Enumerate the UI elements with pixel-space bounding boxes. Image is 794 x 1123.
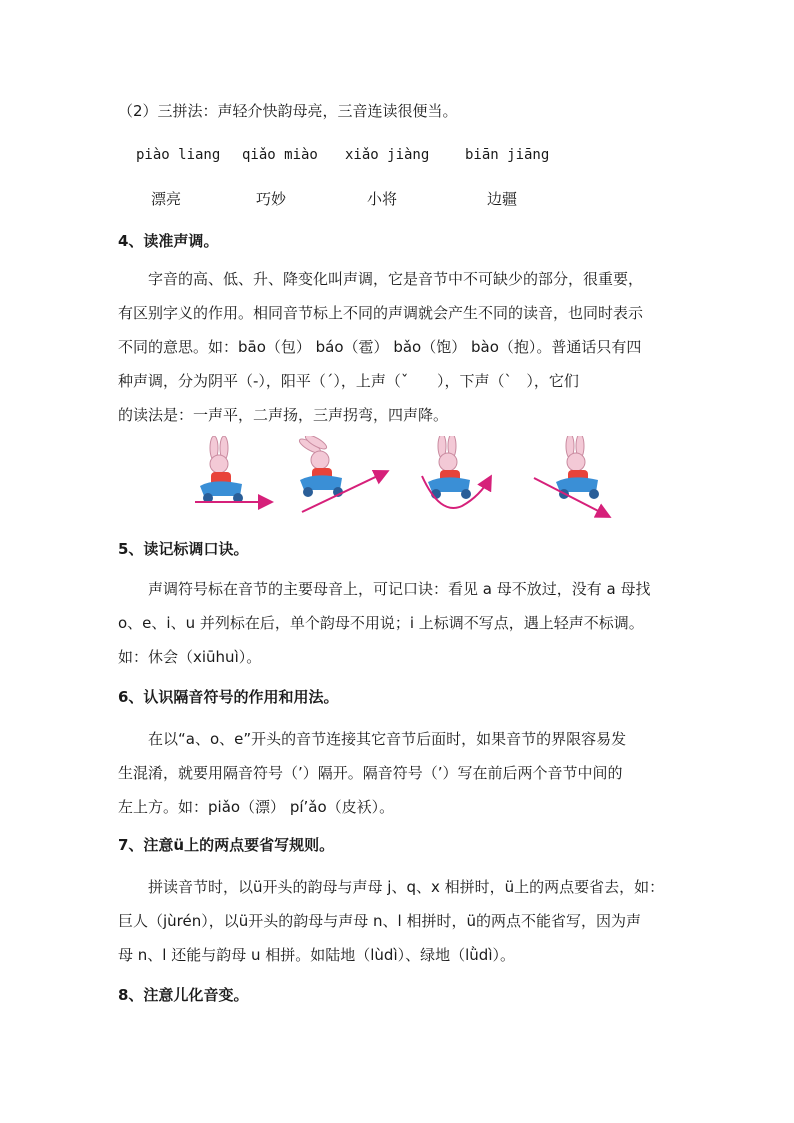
paragraph-umlaut (118, 870, 678, 972)
p5-line-3: 如：休会（xiūhuì）。 (118, 648, 262, 666)
p4-line-1: 字音的高、低、升、降变化叫声调，它是音节中不可缺少的部分，很重要， (148, 270, 644, 288)
paragraph-tones (118, 262, 678, 432)
pinyin-3: xiǎo jiàng (345, 147, 430, 163)
hanzi-1: 漂亮 (151, 190, 182, 208)
p5-line-2: o、e、i、u 并列标在后，单个韵母不用说；i 上标调不写点，遇上轻声不标调。 (118, 614, 644, 632)
heading-6: 6、认识隔音符号的作用和用法。 (118, 688, 339, 706)
p7-line-2: 巨人（jùrén），以ü开头的韵母与声母 n、l 相拼时，ü的两点不能省写，因为声 (118, 912, 641, 930)
p7-line-3: 母 n、l 还能与韵母 u 相拼。如陆地（lùdì）、绿地（lǜdì）。 (118, 946, 515, 964)
hanzi-3: 小将 (367, 190, 398, 208)
hanzi-4: 边疆 (487, 190, 518, 208)
paragraph-separator (118, 722, 678, 824)
tone-illustration (190, 436, 630, 522)
p6-line-2: 生混淆，就要用隔音符号（’）隔开。隔音符号（’）写在前后两个音节中间的 (118, 764, 623, 782)
p6-line-3: 左上方。如：piǎo（漂） pí’ǎo（皮袄）。 (118, 798, 395, 816)
pinyin-1: piào liang (136, 147, 221, 163)
p4-line-4: 种声调，分为阴平（-），阳平（ˊ），上声（ˇ ），下声（ˋ ），它们 (118, 372, 579, 390)
rabbit-scooter-falling-icon (556, 436, 599, 499)
heading-8: 8、注意儿化音变。 (118, 986, 249, 1004)
p4-line-5: 的读法是：一声平，二声扬，三声拐弯，四声降。 (118, 406, 449, 424)
p5-line-1: 声调符号标在音节的主要母音上，可记口诀：看见 a 母不放过，没有 a 母找 (148, 580, 651, 598)
p6-line-1: 在以“a、o、e”开头的音节连接其它音节后面时，如果音节的界限容易发 (148, 730, 627, 748)
heading-4: 4、读准声调。 (118, 232, 219, 250)
rule-three-text: （2）三拼法：声轻介快韵母亮，三音连读很便当。 (118, 102, 458, 120)
pinyin-2: qiǎo miào (242, 147, 318, 163)
rabbit-scooter-dip-icon (428, 436, 471, 499)
paragraph-tone-marks (118, 572, 678, 674)
heading-5: 5、读记标调口诀。 (118, 540, 249, 558)
p4-line-2: 有区别字义的作用。相同音节标上不同的声调就会产生不同的读音，也同时表示 (118, 304, 644, 322)
hanzi-2: 巧妙 (256, 190, 287, 208)
p7-line-1: 拼读音节时，以ü开头的韵母与声母 j、q、x 相拼时，ü上的两点要省去，如： (148, 878, 665, 896)
heading-7: 7、注意ü上的两点要省写规则。 (118, 836, 335, 854)
pinyin-4: biān jiāng (465, 147, 550, 163)
p4-line-3: 不同的意思。如：bāo（包） báo（雹） bǎo（饱） bào（抱）。普通话只有四 (118, 338, 642, 356)
rabbit-scooter-flat-icon (200, 436, 243, 503)
rabbit-scooter-rising-icon (298, 436, 343, 497)
